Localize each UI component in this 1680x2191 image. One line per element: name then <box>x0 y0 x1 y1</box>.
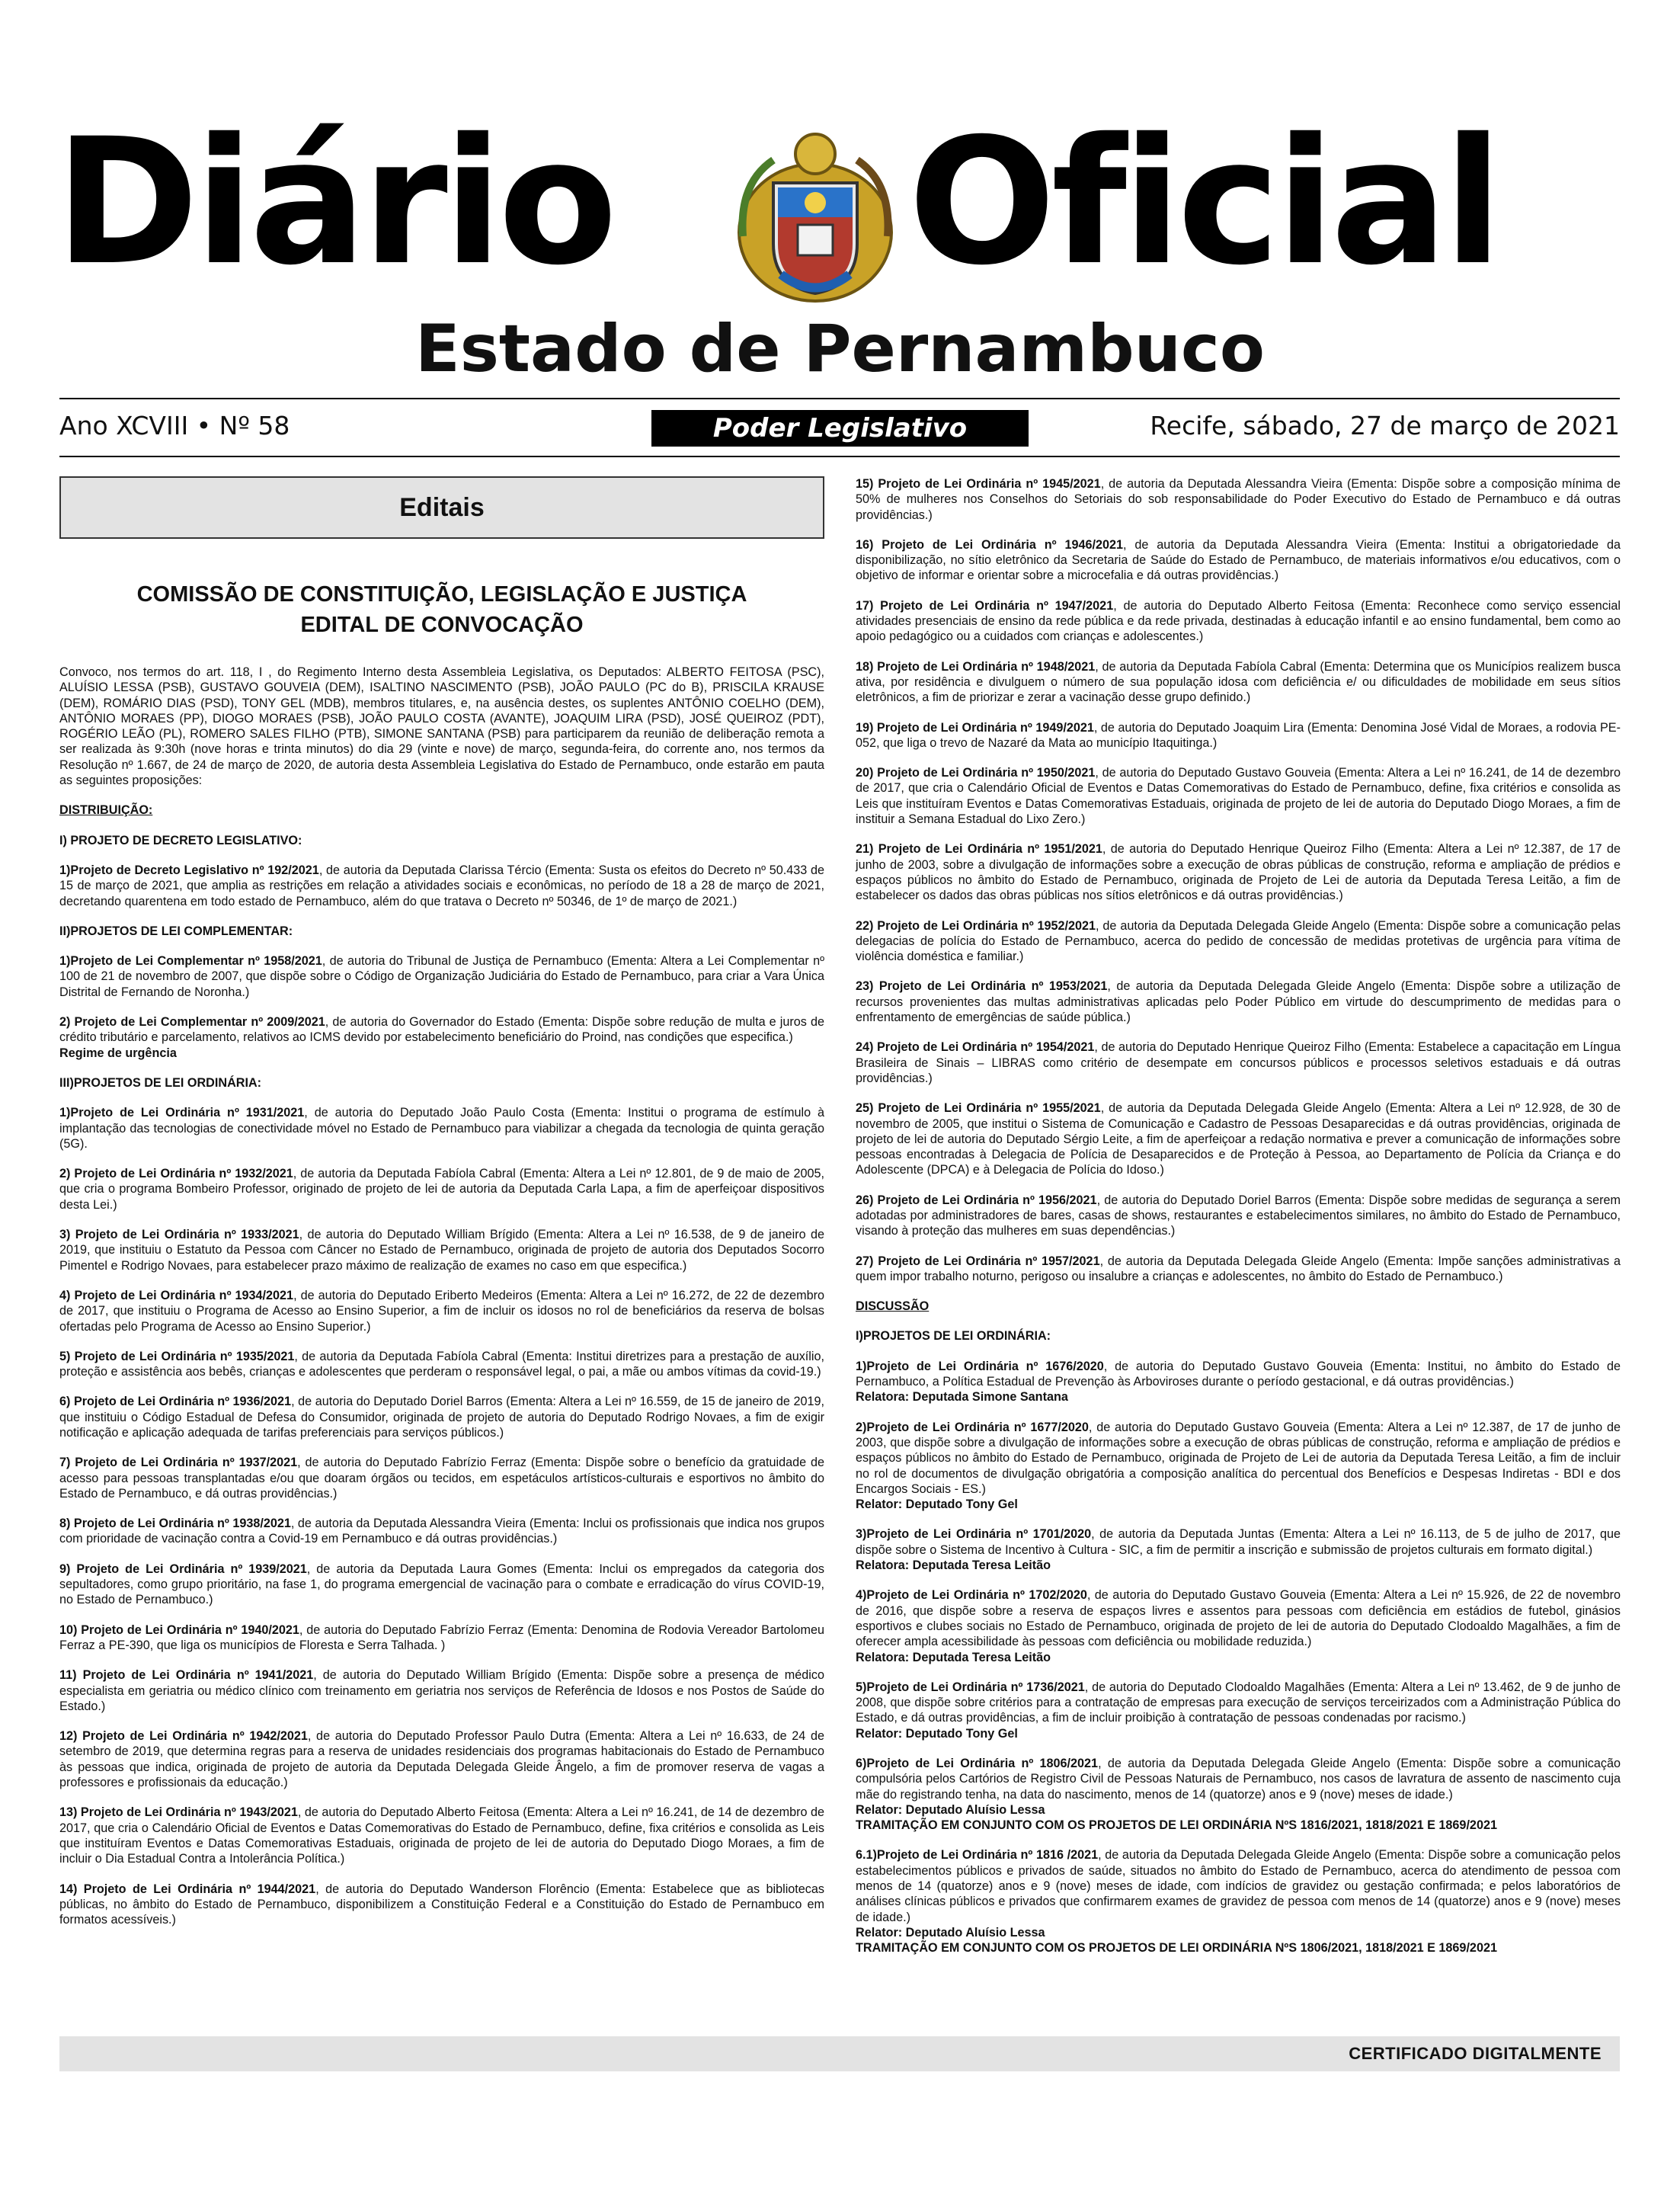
list-item: 6.1)Projeto de Lei Ordinária nº 1816 /2021, de autoria da Deputada Delegada Gleide Angelo (Ementa: Dispõe sobre a comunicação pelos estabelecimentos públicos e privados de saúde, situados no âmbito do Estado de Pernambuco, acerca do atendimento de pessoa com menos de 14 (quatorze) anos e 9 (nove) meses de idade, com indícios de gravidez ou gestação confirmada; e pelos laboratórios de análises clínicas públicos e privados que confirmarem exames de gravidez de pessoa com menos de 14 (quatorze) anos e 9 (nove) meses de idade.) <box>856 1848 1621 1924</box>
list-item: 8) Projeto de Lei Ordinária nº 1938/2021, de autoria da Deputada Alessandra Vieira (Ementa: Inclui os profissionais que indica nos grupos com prioridade de vacinação contra a Covid-19 em Pernambuco e dá outras providências.) <box>59 1517 824 1546</box>
list-item: 1)Projeto de Lei Complementar nº 1958/2021, de autoria do Tribunal de Justiça de Pernambuco (Ementa: Altera a Lei Complementar nº 100 de 21 de novembro de 2007, que dispõe sobre o Código de Organização Judiciária do Estado de Pernambuco, para criar a Vara Única Distrital de Fernando de Noronha.) <box>59 954 824 999</box>
header-bottom-rule <box>59 456 1620 457</box>
tramitacao-note: TRAMITAÇÃO EM CONJUNTO COM OS PROJETOS DE LEI ORDINÁRIA NºS 1806/2021, 1818/2021 E 1869/2021 <box>856 1941 1497 1956</box>
list-item: 20) Projeto de Lei Ordinária nº 1950/2021, de autoria do Deputado Gustavo Gouveia (Ementa: Altera a Lei nº 16.241, de 14 de dezembro de 2017, que cria o Calendário Oficial de Eventos e Datas Comemorativas do Estado de Pernambuco, define, fixa critérios e consolida as Leis que instituíram Eventos e Datas Comemorativas Estaduais, originada de projeto de lei de autoria do Deputado Diogo Moraes, a fim de instituir a Semana Estadual do Lixo Zero.) <box>856 766 1621 827</box>
convocation-paragraph: Convoco, nos termos do art. 118, I , do Regimento Interno desta Assembleia Legislativa, os Deputados: ALBERTO FEITOSA (PSC), ALUÍSIO LESSA (PSB), GUSTAVO GOUVEIA (DEM), ISALTINO NASCIMENTO (PSB), JOÃO PAULO (PC do B), PRISCILA KRAUSE (DEM), ROMÁRIO DIAS (PSD), TONY GEL (MDB), membros titulares, e, na ausência destes, os suplentes ANTÔNIO COELHO (DEM), ANTÔNIO MORAES (PP), DIOGO MORAES (PSB), JOÃO PAULO COSTA (AVANTE), JOAQUIM LIRA (PSD), JOSÉ QUEIROZ (PDT), ROGÉRIO LEÃO (PL), ROMERO SALES FILHO (PTB), SIMONE SANTANA (PSB) para participarem da reunião de deliberação remota a ser realizada às 9:30h (nove horas e trinta minutos) do dia 29 (vinte e nove) de março, segunda-feira, do corrente ano, nos termos da Resolução nº 1.667, de 24 de março de 2020, de autoria desta Assembleia Legislativa do Estado de Pernambuco, onde estarão em pauta as seguintes proposições: <box>59 665 824 788</box>
list-item: 6)Projeto de Lei Ordinária nº 1806/2021, de autoria da Deputada Delegada Gleide Angelo (Ementa: Dispõe sobre a comunicação compulsória pelos Cartórios de Registro Civil de Pessoas Naturais de Pernambuco, nos casos de lavratura de assento de nascimento cuja mãe do registrando tenha, na data do nascimento, menos de 14 (quatorze) anos e 9 (nove) meses de idade.) <box>856 1757 1621 1802</box>
list-item: 3) Projeto de Lei Ordinária nº 1933/2021, de autoria do Deputado William Brígido (Ementa: Altera a Lei nº 16.538, de 9 de janeiro de 2019, que instituiu o Estatuto da Pessoa com Câncer no Estado de Pernambuco, originada de projeto de autoria dos Deputados Socorro Pimentel e Rodrigo Novaes, para estabelecer prazo máximo de realização de exames no caso em que especifica.) <box>59 1228 824 1273</box>
document-heading <box>59 579 824 640</box>
relator-line: Relator: Deputado Aluísio Lessa <box>856 1925 1045 1940</box>
list-item: 24) Projeto de Lei Ordinária nº 1954/2021, de autoria do Deputado Henrique Queiroz Filho (Ementa: Estabelece a capacitação em Língua Brasileira de Sinais – LIBRAS como critério de desempate em concursos públicos e processos seletivos estaduais e dá outras providências.) <box>856 1040 1621 1085</box>
masthead-subtitle: Estado de Pernambuco <box>415 311 1265 387</box>
section-badge: Poder Legislativo <box>651 410 1029 447</box>
list-item: 1)Projeto de Decreto Legislativo nº 192/2021, de autoria da Deputada Clarissa Tércio (Ementa: Susta os efeitos do Decreto nº 50.433 de 15 de março de 2021, que amplia as restrições em relação a atividades sociais e econômicas, no período de 18 a 28 de março de 2021, decretando quarentena em todo estado de Pernambuco, além do que tratava o Decreto nº 50346, de 1º de março de 2021.) <box>59 863 825 908</box>
list-item: 27) Projeto de Lei Ordinária nº 1957/2021, de autoria da Deputada Delegada Gleide Angelo (Ementa: Impõe sanções administrativas a quem impor trabalho noturno, perigoso ou insalubre a crianças e adolescentes, no âmbito do Estado de Pernambuco.) <box>856 1254 1621 1283</box>
relator-line: Relator: Deputado Tony Gel <box>856 1726 1018 1741</box>
list-item: 9) Projeto de Lei Ordinária nº 1939/2021, de autoria da Deputada Laura Gomes (Ementa: Inclui os empregados da categoria dos sepultadores, como grupo prioritário, na fase 1, do programa emergencial de vacinação para o combate e erradicação do vírus COVID-19, no Estado de Pernambuco.) <box>59 1562 824 1607</box>
list-item: 1)Projeto de Lei Ordinária nº 1676/2020, de autoria do Deputado Gustavo Gouveia (Ementa: Institui, no âmbito do Estado de Pernambuco, a Política Estadual de Prevenção às Arboviroses durante o período gestacional, e dá outras providências.) <box>856 1359 1621 1389</box>
list-item: 6) Projeto de Lei Ordinária nº 1936/2021, de autoria do Deputado Doriel Barros (Ementa: Altera a Lei nº 16.559, de 15 de janeiro de 2019, que instituiu o Código Estadual de Defesa do Consumidor, originada de projeto de autoria do Deputado Rodrigo Novaes, a fim de exigir notificação e aplicação adequada de tarifas preferenciais para serviços públicos.) <box>59 1395 824 1440</box>
list-item: 11) Projeto de Lei Ordinária nº 1941/2021, de autoria do Deputado William Brígido (Ementa: Dispõe sobre a presença de médico especialista em geriatria ou médico clínico com treinamento em geriatria nos serviços de Referência de Idosos e nos Postos de Saúde do Estado.) <box>59 1668 824 1713</box>
pdl-section-title: I) PROJETO DE DECRETO LEGISLATIVO: <box>59 833 302 847</box>
right-column <box>856 476 1621 1971</box>
masthead-title-left: Diário <box>55 101 613 303</box>
header-top-rule <box>59 398 1620 399</box>
edition-number: Ano XCVIII • Nº 58 <box>59 411 290 440</box>
heading-line-1: COMISSÃO DE CONSTITUIÇÃO, LEGISLAÇÃO E JUSTIÇA <box>136 582 747 607</box>
footer-bar <box>59 2036 1620 2071</box>
list-item: 5)Projeto de Lei Ordinária nº 1736/2021, de autoria do Deputado Clodoaldo Magalhães (Ementa: Altera a Lei nº 13.462, de 9 de junho de 2008, que dispõe sobre critérios para a contratação de empresas para execução de serviços terceirizados com a Administração Pública do Estado, e dá outras providências, a fim de incluir proibição à contratação de pessoas condenadas por racismo.) <box>856 1680 1621 1725</box>
relator-line: Relatora: Deputada Teresa Leitão <box>856 1650 1051 1664</box>
discussao-section-title: I)PROJETOS DE LEI ORDINÁRIA: <box>856 1329 1051 1344</box>
list-item: 26) Projeto de Lei Ordinária nº 1956/2021, de autoria do Deputado Doriel Barros (Ementa: Dispõe sobre medidas de segurança a serem adotadas por administradores de bares, casas de shows, restaurantes e estabelecimentos similares, no âmbito do Estado de Pernambuco, visando à proteção das mulheres em suas dependências.) <box>856 1193 1621 1238</box>
list-item: 2) Projeto de Lei Complementar nº 2009/2021, de autoria do Governador do Estado (Ementa: Dispõe sobre redução de multa e juros de crédito tributário e parcelamento, relativos ao ICMS devido por estabelecimento beneficiário do Proind, nas condições que especifica.) <box>59 1015 824 1045</box>
list-item: 22) Projeto de Lei Ordinária nº 1952/2021, de autoria da Deputada Delegada Gleide Angelo (Ementa: Dispõe sobre a comunicação pelas delegacias de polícia do Estado de Pernambuco, acerca do pedido de concessão de medidas protetivas de urgência para vítima de violência doméstica e familiar.) <box>856 918 1621 964</box>
plo-section-title: III)PROJETOS DE LEI ORDINÁRIA: <box>59 1075 262 1090</box>
discussao-title: DISCUSSÃO <box>856 1299 930 1314</box>
list-item: 16) Projeto de Lei Ordinária nº 1946/2021, de autoria da Deputada Alessandra Vieira (Ementa: Institui a obrigatoriedade da disponibilização, no sítio eletrônico da Secretaria de Saúde do Estado de Pernambuco, de materiais informativos e/ou educativos, com o objetivo de informar e orientar sobre a microcefalia e dá outras providências.) <box>856 537 1621 583</box>
relator-line: Relator: Deputado Tony Gel <box>856 1498 1018 1512</box>
list-item: 4)Projeto de Lei Ordinária nº 1702/2020, de autoria do Deputado Gustavo Gouveia (Ementa: Altera a Lei nº 15.926, de 22 de novembro de 2016, que dispõe sobre a reserva de espaços livres e assentos para pessoas com deficiência em estádios de futebol, ginásios esportivos e clubes sociais no Estado de Pernambuco, originada de projeto de lei de autoria do Deputado Clodoaldo Magalhães, a fim de oferecer ampla acessibilidade às pessoas com deficiência ou mobilidade reduzida.) <box>856 1588 1621 1649</box>
list-item: 19) Projeto de Lei Ordinária nº 1949/2021, de autoria do Deputado Joaquim Lira (Ementa: Denomina José Vidal de Moraes, a rodovia PE-052, que liga o trevo de Nazaré da Mata ao município Itaquitinga.) <box>856 720 1621 750</box>
list-item: 4) Projeto de Lei Ordinária nº 1934/2021, de autoria do Deputado Eriberto Medeiros (Ementa: Altera a Lei nº 16.272, de 22 de dezembro de 2017, que instituiu o Programa de Acesso ao Ensino Superior, a fim de incluir os idosos no rol de beneficiários da reserva de bolsas ofertadas pelo Programa de Acesso ao Ensino Superior.) <box>59 1288 824 1334</box>
list-item: 23) Projeto de Lei Ordinária nº 1953/2021, de autoria da Deputada Delegada Gleide Angelo (Ementa: Dispõe sobre a utilização de recursos provenientes das multas administrativas aplicadas pelo Poder Público em virtude do descumprimento de medidas para o enfrentamento de emergências de saúde pública.) <box>856 979 1621 1025</box>
list-item: 14) Projeto de Lei Ordinária nº 1944/2021, de autoria do Deputado Wanderson Florêncio (Ementa: Estabelece que as bibliotecas públicas, no âmbito do Estado de Pernambuco, disponibilizem a Constituição Federal e a Constituição do Estado de Pernambuco em formatos acessíveis.) <box>59 1882 824 1927</box>
digital-certificate-label: CERTIFICADO DIGITALMENTE <box>1349 2044 1602 2063</box>
list-item: 1)Projeto de Lei Ordinária nº 1931/2021, de autoria do Deputado João Paulo Costa (Ementa: Institui o programa de estímulo à implantação das tecnologias de conectividade móvel no Estado de Pernambuco para viabilizar a chegada da tecnologia de quinta geração (5G). <box>59 1106 824 1151</box>
left-column <box>59 665 824 1942</box>
list-item: 15) Projeto de Lei Ordinária nº 1945/2021, de autoria da Deputada Alessandra Vieira (Ementa: Dispõe sobre a composição mínima de 50% de mulheres nos Conselhos do Setoriais do sob responsabilidade do Poder Executivo do Estado de Pernambuco e dá outras providências.) <box>856 477 1621 522</box>
list-item: 5) Projeto de Lei Ordinária nº 1935/2021, de autoria da Deputada Fabíola Cabral (Ementa: Institui diretrizes para a prestação de auxílio, proteção e assistência aos bebês, crianças e adolescentes que perderam o responsável legal, o pai, a mãe ou ambos vítimas da covid-19.) <box>59 1349 824 1379</box>
plc-section-title: II)PROJETOS DE LEI COMPLEMENTAR: <box>59 924 293 938</box>
pernambuco-coat-of-arms-icon <box>728 130 903 305</box>
masthead-title-right: Oficial <box>908 101 1499 303</box>
list-item: 21) Projeto de Lei Ordinária nº 1951/2021, de autoria do Deputado Henrique Queiroz Filho (Ementa: Altera a Lei nº 12.387, de 17 de junho de 2003, sobre a divulgação de informações sobre a execução de obras públicas de construção, reforma e ampliação de prédios e espaços públicos no âmbito do Estado de Pernambuco, originada de Projeto de Lei de autoria da Deputada Teresa Leitão, a fim de estabelecer os dados das obras públicas nos sítios eletrônicos e dá outras providências.) <box>856 842 1621 903</box>
relator-line: Relatora: Deputada Simone Santana <box>856 1390 1068 1405</box>
list-item: 12) Projeto de Lei Ordinária nº 1942/2021, de autoria do Deputado Professor Paulo Dutra (Ementa: Altera a Lei nº 16.633, de 24 de setembro de 2019, que determina regras para a reserva de unidades residenciais dos programas habitacionais do Estado de Pernambuco às pessoas que indica, originada de projeto de autoria da Deputada Delegada Gleide Ângelo, a fim de promover reserva de vagas a professores e profissionais da educação.) <box>59 1729 824 1790</box>
list-item: 2) Projeto de Lei Ordinária nº 1932/2021, de autoria da Deputada Fabíola Cabral (Ementa: Altera a Lei nº 12.801, de 9 de maio de 2005, que cria o programa Bombeiro Professor, originado de projeto de lei de autoria da Deputada Carla Lapa, a fim de aperfeiçoar dispositivos desta Lei.) <box>59 1167 824 1212</box>
list-item: 7) Projeto de Lei Ordinária nº 1937/2021, de autoria do Deputado Fabrízio Ferraz (Ementa: Dispõe sobre o benefício da gratuidade de acesso para pessoas transplantadas e/ou que doaram órgãos ou tecidos, em espetáculos artísticos-culturais e esportivos no âmbito do Estado de Pernambuco, e dá outras providências.) <box>59 1456 824 1501</box>
distribuicao-title: DISTRIBUIÇÃO: <box>59 803 153 818</box>
tramitacao-note: TRAMITAÇÃO EM CONJUNTO COM OS PROJETOS DE LEI ORDINÁRIA NºS 1816/2021, 1818/2021 E 1869/2021 <box>856 1818 1497 1833</box>
masthead <box>0 101 1680 303</box>
list-item: 17) Projeto de Lei Ordinária nº 1947/2021, de autoria do Deputado Alberto Feitosa (Ementa: Reconhece como serviço essencial atividades presenciais de ensino da rede pública e da rede privada, destinadas à educação infantil e ao ensino fundamental, bem como ao apoio pedagógico ou a cuidados com crianças e adolescentes.) <box>856 598 1621 644</box>
relator-line: Relator: Deputado Aluísio Lessa <box>856 1802 1045 1817</box>
publication-date: Recife, sábado, 27 de março de 2021 <box>1150 411 1620 440</box>
list-item: 13) Projeto de Lei Ordinária nº 1943/2021, de autoria do Deputado Alberto Feitosa (Ementa: Altera a Lei nº 16.241, de 14 de dezembro de 2017, que cria o Calendário Oficial de Eventos e Datas Comemorativas do Estado de Pernambuco, define, fixa critérios e consolida as Leis que instituíram Eventos e Datas Comemorativas Estaduais, originada de projeto de lei de autoria do Deputado Diogo Moraes, a fim de incluir o Dia Estadual Contra a Intolerância Política.) <box>59 1805 824 1866</box>
relator-line: Relatora: Deputada Teresa Leitão <box>856 1558 1051 1573</box>
heading-line-2: EDITAL DE CONVOCAÇÃO <box>300 613 584 637</box>
regime-label: Regime de urgência <box>59 1046 177 1060</box>
list-item: 25) Projeto de Lei Ordinária nº 1955/2021, de autoria da Deputada Delegada Gleide Angelo (Ementa: Altera a Lei nº 12.928, de 30 de novembro de 2005, que institui o Sistema de Comunicação e Cadastro de Pessoas Desaparecidas e dá outras providências, originada de projeto de lei de autoria do Deputado Sérgio Leite, a fim de aperfeiçoar a redação normativa e prever a comunicação de informações sobre pessoas encontradas à Delegacia de Polícia de Desaparecidos e de Proteção à Pessoa, ao Departamento de Polícia da Criança e do Adolescente (DPCA) e à Delegacia de Polícia do Idoso.) <box>856 1101 1621 1177</box>
list-item: 10) Projeto de Lei Ordinária nº 1940/2021, de autoria do Deputado Fabrízio Ferraz (Ementa: Denomina de Rodovia Vereador Bartolomeu Ferraz a PE-390, que liga os municípios de Floresta e Serra Talhada. ) <box>59 1622 824 1652</box>
list-item: 2)Projeto de Lei Ordinária nº 1677/2020, de autoria do Deputado Gustavo Gouveia (Ementa: Altera a Lei nº 12.387, de 17 de junho de 2003, que dispõe sobre a divulgação de informações sobre a execução de obras públicas de construção, reforma e ampliação de prédios e espaços públicos no âmbito do Estado de Pernambuco, originada de Projeto de Lei de autoria da Deputada Teresa Leitão, a fim de incluir no rol de documentos de divulgação obrigatória a composição analítica do percentual dos Benefícios e Despesas Indiretas - BDI e dos Encargos Sociais - ES.) <box>856 1420 1621 1496</box>
list-item: 18) Projeto de Lei Ordinária nº 1948/2021, de autoria da Deputada Fabíola Cabral (Ementa: Determina que os Municípios realizem busca ativa, por residência e divulguem o número de sua população idosa com deficiência e/ ou dificuldades de mobilidade em seus sítios eletrônicos, a fim de priorizar e zerar a vacinação desse grupo definido.) <box>856 659 1621 705</box>
list-item: 3)Projeto de Lei Ordinária nº 1701/2020, de autoria da Deputada Juntas (Ementa: Altera a Lei nº 16.113, de 5 de julho de 2017, que dispõe sobre o Sistema de Incentivo à Cultura - SIC, a fim de permitir a inscrição e submissão de projetos culturais em formato digital.) <box>856 1527 1621 1557</box>
editais-section-title: Editais <box>59 476 824 539</box>
